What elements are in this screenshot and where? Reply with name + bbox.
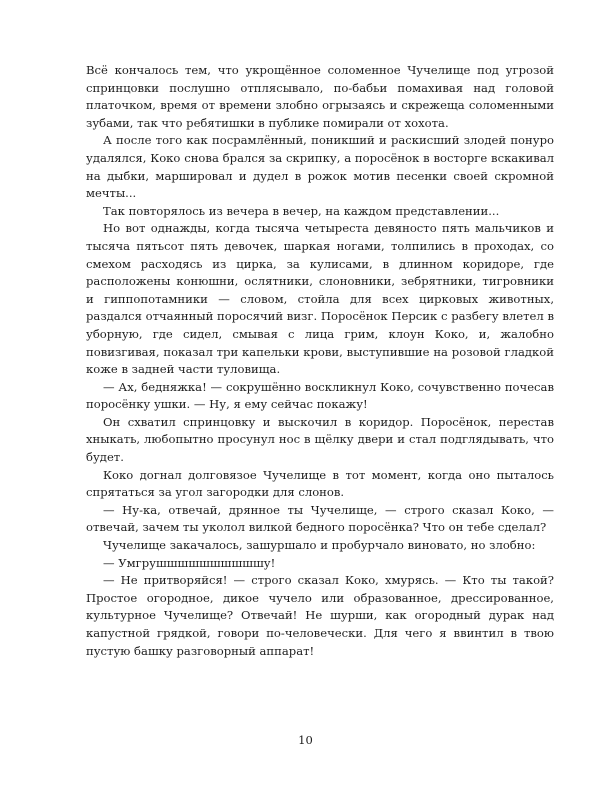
paragraph: Но вот однажды, когда тысяча четыреста девяносто пять мальчиков и тысяча пятьсот пять девочек, шаркая ногами, толпились в проходах, со смехом расходясь из цирка, за кулисами, в длинном коридоре, где расположены конюшни, ослятники, слоновники, зебрятники, тигровники и гиппопотамники — словом, стойла для всех цирковых животных, раздался отчаянный поросячий визг. Поросёнок Персик с разбегу влетел в уборную, где сидел, смывая с лица грим, клоун Коко, и, жалобно повизгивая, показал три капельки крови, выступившие на розовой гладкой коже в задней части туловища. (86, 221, 554, 377)
paragraph: — Ах, бедняжка! — сокрушённо воскликнул Коко, сочувственно почесав поросёнку ушки. — Ну, я ему сейчас покажу! (86, 379, 554, 412)
paragraph: — Не притворяйся! — строго сказал Коко, хмурясь. — Кто ты такой? Простое огородное, дикое чучело или образованное, дрессированное, культурное Чучелище? Отвечай! Не шурши, как огородный дурак над капустной грядкой, говори по-человечески. Для чего я ввинтил в твою пустую башку разговорный аппарат! (86, 573, 554, 658)
paragraph: А после того как посрамлённый, поникший и раскисший злодей понуро удалялся, Коко снова брался за скрипку, а поросёнок в восторге вскакивал на дыбки, маршировал и дудел в рожок мотив песенки своей скромной мечты... (86, 133, 554, 201)
paragraph: — Ну-ка, отвечай, дрянное ты Чучелище, — строго сказал Коко, — отвечай, зачем ты уколол вилкой бедного поросёнка? Что он тебе сделал? (86, 502, 554, 535)
paragraph: Всё кончалось тем, что укрощённое соломенное Чучелище под угрозой спринцовки послушно отплясывало, по-бабьи помахивая над головой платочком, время от времени злобно огрызаясь и скрежеща соломенными зубами, так что ребятишки в публике помирали от хохота. (86, 63, 554, 130)
paragraph: — Умгрушшшшшшшшшшу! (103, 555, 276, 570)
paragraph: Он схватил спринцовку и выскочил в коридор. Поросёнок, перестав хныкать, любопытно просунул нос в щёлку двери и стал подглядывать, что будет. (86, 414, 554, 465)
text-block (86, 62, 554, 660)
paragraph: Чучелище закачалось, зашуршало и пробурчало виновато, но злобно: (103, 538, 536, 553)
page-number: 10 (298, 733, 313, 747)
paragraph: Так повторялось из вечера в вечер, на каждом представлении... (103, 203, 500, 218)
paragraph: Коко догнал долговязое Чучелище в тот момент, когда оно пыталось спрятаться за угол загородки для слонов. (86, 467, 554, 500)
